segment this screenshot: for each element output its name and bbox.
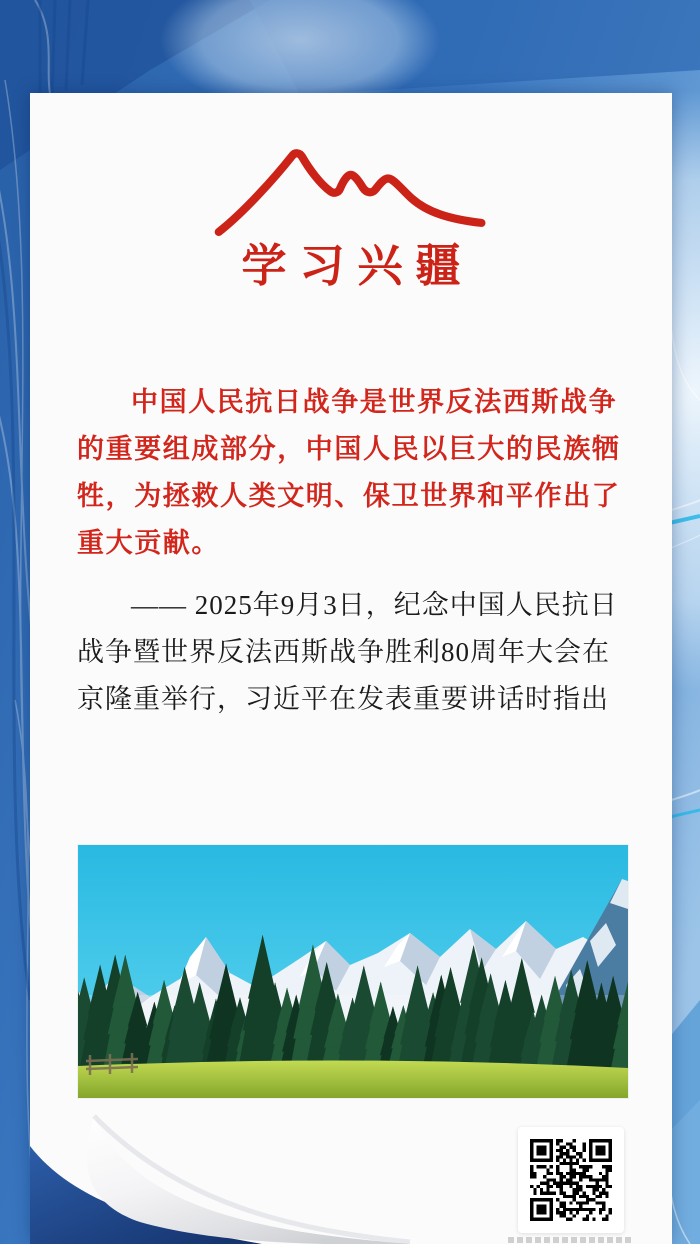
masthead [30,145,672,290]
masthead-title: 学习兴疆 [241,241,474,291]
qr-panel [518,1127,624,1233]
qr-code [530,1139,612,1221]
page-curl [30,1112,412,1244]
landscape-photo [77,844,629,1099]
mountain-logo-icon [201,145,501,241]
attribution-text: —— 2025年9月3日，纪念中国人民抗日战争暨世界反法西斯战争胜利80周年大会在京隆重举行，习近平在发表重要讲话时指出 [77,590,618,714]
landscape-photo-graphic [78,845,628,1098]
quote-text: 中国人民抗日战争是世界反法西斯战争的重要组成部分，中国人民以巨大的民族牺牲，为拯救人类文明、保卫世界和平作出了重大贡献。 [77,387,621,558]
qr-caption-text-cutoff [508,1237,634,1243]
paper-card [30,93,672,1244]
